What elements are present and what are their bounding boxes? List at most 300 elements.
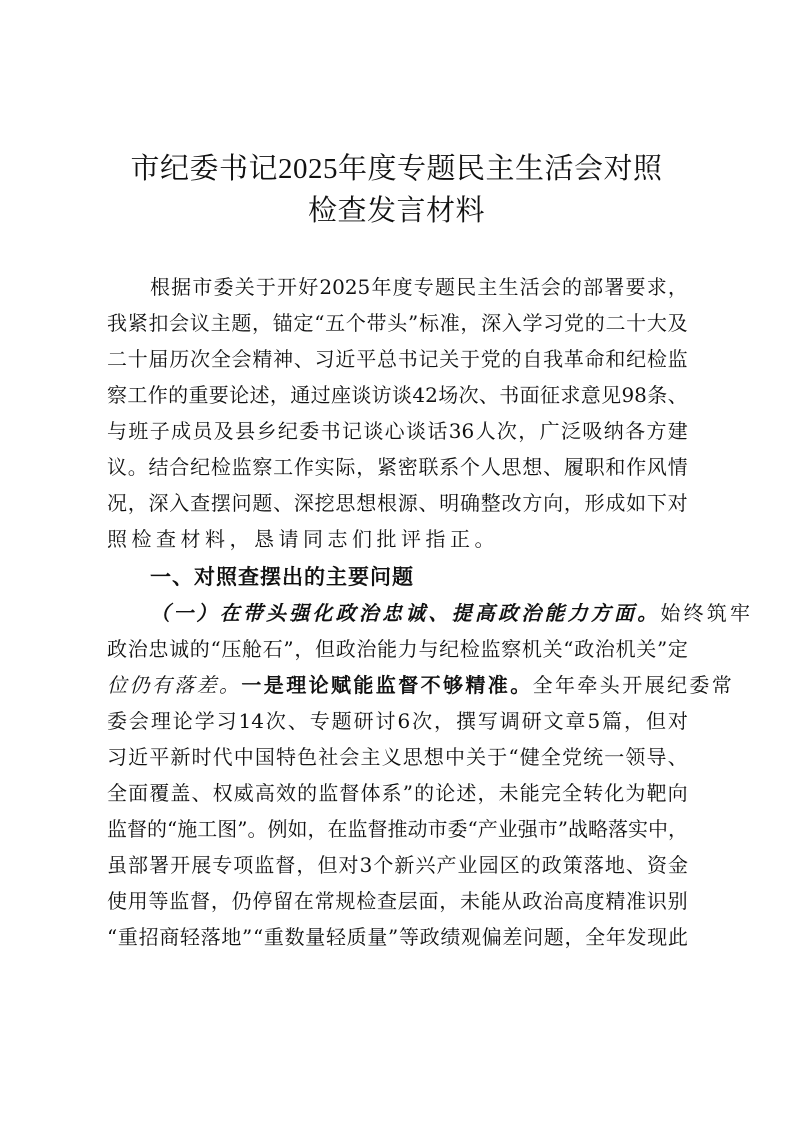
glyph: 监 [347,817,368,841]
glyph: 求 [560,383,581,407]
paragraph-line [107,308,688,338]
glyph: 深 [148,491,169,515]
glyph: 委 [107,709,127,733]
glyph: 机 [521,637,542,661]
glyph: 查 [376,889,397,913]
paragraph-line [107,452,688,482]
glyph: 话 [427,419,448,443]
glyph: 轻 [179,925,200,949]
glyph: 体 [360,781,381,805]
glyph: 工 [127,383,148,407]
glyph: 写 [477,709,498,733]
glyph: 主 [360,745,381,769]
glyph: “ [314,311,325,335]
glyph: 6 [397,709,411,733]
glyph: 市 [192,275,213,299]
glyph: 题 [231,311,252,335]
glyph: 于 [487,745,508,769]
glyph: 此 [667,925,688,949]
glyph: “ [107,925,118,949]
glyph: 、 [191,781,212,805]
glyph: 个 [345,311,366,335]
glyph: 委 [447,817,468,841]
glyph: 精 [605,889,626,913]
glyph: 题 [252,491,273,515]
glyph: 广 [539,419,560,443]
glyph: 的 [520,853,541,877]
glyph: 能 [377,637,398,661]
glyph: 深 [481,311,502,335]
glyph: 记 [341,419,362,443]
glyph: 监 [231,455,252,479]
glyph: 能 [480,889,501,913]
glyph: 会 [339,745,360,769]
glyph: 别 [667,889,688,913]
glyph: 的 [584,311,605,335]
glyph: ” [656,637,668,661]
glyph: 强 [517,817,538,841]
glyph: 次 [458,383,479,407]
glyph: 检 [210,455,231,479]
paragraph-line [107,850,688,880]
glyph: ， [294,637,315,661]
glyph: 、 [293,347,314,371]
subsection-line [150,598,754,628]
glyph: 全 [540,745,561,769]
glyph: ， [307,817,328,841]
glyph: 方 [522,491,543,515]
paragraph-line [107,814,688,844]
document-title-line-2: 检查发言材料 [307,195,485,227]
glyph: 人 [475,419,496,443]
glyph: 量 [305,925,326,949]
glyph: ， [296,853,317,877]
glyph: 忠 [148,637,169,661]
glyph: 能 [519,781,540,805]
glyph: 座 [330,383,351,407]
glyph: 会 [169,311,190,335]
glyph: 察 [107,383,127,407]
glyph: 入 [501,311,522,335]
glyph: 员 [192,419,213,443]
glyph: 方 [646,419,667,443]
glyph: 督 [190,889,211,913]
glyph: 成 [605,491,626,515]
glyph: 舱 [242,637,263,661]
glyph: 自 [522,347,543,371]
glyph: 总 [376,347,397,371]
glyph: 系 [381,781,402,805]
glyph: 书 [397,347,418,371]
glyph: 准 [626,889,647,913]
glyph: “ [252,925,264,949]
section-heading: 一、对照查摆出的主要问题 [150,565,414,589]
glyph: 特 [276,745,296,769]
glyph: 度 [584,889,605,913]
glyph: 查 [190,491,211,515]
glyph: 密 [397,455,418,479]
glyph: 、 [418,491,439,515]
glyph: 中 [233,745,254,769]
paragraph-line [107,922,688,952]
glyph: 建 [667,419,688,443]
glyph: 篇 [602,709,623,733]
glyph: 展 [191,853,212,877]
paragraph-line [107,670,735,700]
glyph: 及 [667,311,688,335]
glyph: 治 [356,637,377,661]
glyph: ， [563,491,584,515]
glyph: 吸 [582,419,603,443]
glyph: ” [242,925,253,949]
glyph: ” [283,637,294,661]
glyph: 心 [384,419,405,443]
glyph: 度 [392,275,413,299]
glyph: 金 [668,853,688,877]
glyph: “ [467,817,478,841]
glyph: 区 [499,853,520,877]
glyph: 停 [252,889,273,913]
glyph: 覆 [149,781,170,805]
glyph: ， [210,889,231,913]
glyph: 力 [397,637,418,661]
glyph: 代 [212,745,233,769]
glyph: 未 [498,781,519,805]
glyph: 、 [667,745,688,769]
glyph: 题 [434,275,455,299]
glyph: 习 [216,709,237,733]
glyph: 想 [522,455,543,479]
glyph: 过 [310,383,331,407]
paragraph-line [107,706,688,736]
glyph: 全 [585,925,606,949]
glyph: ， [252,311,273,335]
glyph: 职 [584,455,605,479]
glyph: 委 [299,419,320,443]
glyph: 关 [439,347,460,371]
glyph: 我 [543,347,564,371]
glyph: 大 [646,311,667,335]
glyph: 政 [335,637,356,661]
glyph: 轻 [325,925,346,949]
glyph: 文 [543,709,564,733]
glyph: 未 [460,889,481,913]
glyph: 重 [188,383,209,407]
glyph: 与 [418,637,439,661]
glyph: 专 [309,709,330,733]
glyph: 履 [563,455,584,479]
glyph: 14 [238,709,264,733]
glyph: 问 [231,491,252,515]
glyph: 领 [625,745,646,769]
glyph: 撰 [455,709,476,733]
glyph: 带 [366,311,387,335]
glyph: 治 [594,637,615,661]
glyph: 、 [287,709,308,733]
glyph: 十 [626,311,647,335]
glyph: 但 [317,853,338,877]
glyph: 谈 [363,419,384,443]
glyph: 质 [346,925,367,949]
glyph: 效 [276,781,296,805]
glyph: 述 [249,383,270,407]
glyph: 见 [601,383,622,407]
glyph: 产 [477,817,498,841]
glyph: ” [402,781,413,805]
glyph: 署 [149,853,170,877]
glyph: 会 [128,709,149,733]
paragraph-line [107,380,688,410]
glyph: 如 [626,491,647,515]
glyph: 系 [439,455,460,479]
glyph: 紧 [376,455,397,479]
glyph: 根 [150,275,170,299]
glyph: 化 [604,781,625,805]
glyph: 十 [127,347,148,371]
subsection-text: 始终筑牢 [660,601,754,625]
glyph: 入 [169,491,190,515]
document-title-line-1: 市纪委书记2025年度专题民主生活会对照 [130,153,663,185]
glyph: ” [557,817,568,841]
glyph: 定 [293,311,314,335]
glyph: 据 [171,275,192,299]
glyph: 的 [147,817,167,841]
glyph: 的 [414,781,435,805]
glyph: 标 [418,311,439,335]
glyph: 例 [267,817,288,841]
glyph: 命 [584,347,605,371]
glyph: 论 [435,781,456,805]
glyph: 会 [231,347,252,371]
glyph: 偏 [481,925,502,949]
glyph: 征 [540,383,560,407]
glyph: 纳 [603,419,624,443]
glyph: 等 [148,889,169,913]
glyph: 工 [273,455,294,479]
glyph: 量 [367,925,388,949]
glyph: 转 [583,781,604,805]
glyph: 革 [563,347,584,371]
glyph: 机 [615,637,636,661]
glyph: 地 [604,853,625,877]
glyph: 政 [107,637,127,661]
glyph: 中 [647,817,668,841]
glyph: 导 [646,745,667,769]
glyph: 结 [148,455,169,479]
glyph: 部 [583,275,604,299]
glyph: ， [356,455,377,479]
glyph: 资 [646,853,667,877]
glyph: 习 [543,311,564,335]
glyph: 根 [376,491,397,515]
glyph: 开 [277,275,298,299]
glyph: 好 [298,275,319,299]
glyph: 检 [356,889,377,913]
glyph: 图 [217,817,238,841]
glyph: 研 [521,709,542,733]
glyph: 二 [605,311,626,335]
glyph: 平 [356,347,377,371]
glyph: 论 [172,709,193,733]
glyph: 规 [335,889,356,913]
glyph: 会 [540,275,561,299]
glyph: 思 [501,455,522,479]
glyph: 业 [457,853,478,877]
glyph: 治 [543,889,564,913]
glyph: 兴 [415,853,436,877]
glyph: 开 [170,853,191,877]
glyph: 面 [519,383,540,407]
glyph: 纪 [626,347,647,371]
glyph: 压 [221,637,242,661]
glyph: 成 [171,419,192,443]
glyph: 项 [233,853,254,877]
glyph: 联 [418,455,439,479]
glyph: 形 [584,491,605,515]
glyph: 作 [147,383,168,407]
glyph: 仍 [231,889,252,913]
paragraph-line [107,416,688,446]
glyph: 的 [189,637,210,661]
glyph: 头 [387,311,408,335]
glyph: 36 [448,419,475,443]
glyph: 市 [537,817,558,841]
glyph: ， [477,781,498,805]
glyph: 全 [561,781,582,805]
glyph: 谈 [351,383,372,407]
glyph: 对 [667,491,688,515]
glyph: 个 [460,455,481,479]
glyph: ， [667,275,688,299]
glyph: 确 [460,491,481,515]
glyph: 问 [523,925,544,949]
glyph: ， [439,889,460,913]
glyph: 神 [273,347,294,371]
glyph: 和 [605,455,626,479]
glyph: 风 [646,455,667,479]
glyph: 紧 [127,311,148,335]
glyph: 次 [412,709,433,733]
glyph: 场 [438,383,459,407]
glyph: 谈 [406,419,427,443]
glyph: 数 [284,925,305,949]
glyph: 留 [273,889,294,913]
glyph: 高 [254,781,275,805]
glyph: 石 [262,637,283,661]
glyph: 整 [480,491,501,515]
glyph: “ [210,637,221,661]
glyph: ， [460,311,481,335]
glyph: 泛 [561,419,581,443]
glyph: ， [127,491,148,515]
glyph: 通 [290,383,311,407]
glyph: 纪 [439,637,460,661]
glyph: 想 [356,491,377,515]
glyph: 、 [667,383,688,407]
glyph: 。 [127,455,148,479]
glyph: 察 [501,637,522,661]
glyph: 和 [605,347,626,371]
glyph: 研 [353,709,374,733]
glyph: 作 [626,455,647,479]
glyph: 施 [177,817,198,841]
glyph: 差 [502,925,523,949]
glyph: 与 [107,419,127,443]
glyph: 改 [501,491,522,515]
glyph: 监 [169,889,190,913]
glyph: 、 [543,455,564,479]
glyph: 园 [478,853,499,877]
glyph: 、 [273,491,294,515]
glyph: 次 [190,347,211,371]
glyph: 但 [645,709,666,733]
glyph: 各 [625,419,646,443]
glyph: 党 [564,311,584,335]
glyph: 商 [159,925,180,949]
glyph: ， [624,709,645,733]
glyph: “ [563,637,574,661]
glyph: 向 [543,491,564,515]
glyph: 条 [647,383,668,407]
glyph: 议 [107,455,127,479]
glyph: 在 [293,889,314,913]
glyph: 谈 [392,383,413,407]
glyph: ， [667,817,688,841]
glyph: 工 [197,817,218,841]
glyph: 98 [621,383,647,407]
glyph: 、 [478,383,499,407]
glyph: 委 [213,275,234,299]
glyph: 检 [459,637,480,661]
glyph: 重 [263,925,284,949]
glyph: ” [388,925,399,949]
glyph: 述 [456,781,477,805]
glyph: 个 [373,853,394,877]
glyph: 关 [234,275,255,299]
glyph: 要 [625,275,646,299]
glyph: 乡 [256,419,277,443]
glyph: 实 [627,817,648,841]
glyph: 政 [522,889,543,913]
glyph: 政 [574,637,595,661]
glyph: 次 [265,709,286,733]
paragraph-line [107,778,688,808]
glyph: 子 [149,419,170,443]
glyph: 挖 [314,491,335,515]
paragraph-line [107,886,688,916]
glyph: 部 [128,853,149,877]
paragraph-text: 位仍有落差。 [107,673,242,697]
glyph: 色 [297,745,318,769]
glyph: 、 [625,853,646,877]
glyph: 监 [254,853,275,877]
glyph: 县 [235,419,256,443]
glyph: 层 [397,889,418,913]
glyph: 思 [402,745,423,769]
glyph: 督 [127,817,147,841]
glyph: 健 [519,745,540,769]
glyph: 况 [107,491,127,515]
glyph: 使 [107,889,127,913]
glyph: 战 [567,817,588,841]
paragraph-line [107,742,688,772]
glyph: 统 [583,745,604,769]
glyph: 扣 [148,311,169,335]
glyph: 招 [138,925,159,949]
glyph: 盖 [170,781,191,805]
glyph: 国 [254,745,275,769]
glyph: 监 [667,347,688,371]
